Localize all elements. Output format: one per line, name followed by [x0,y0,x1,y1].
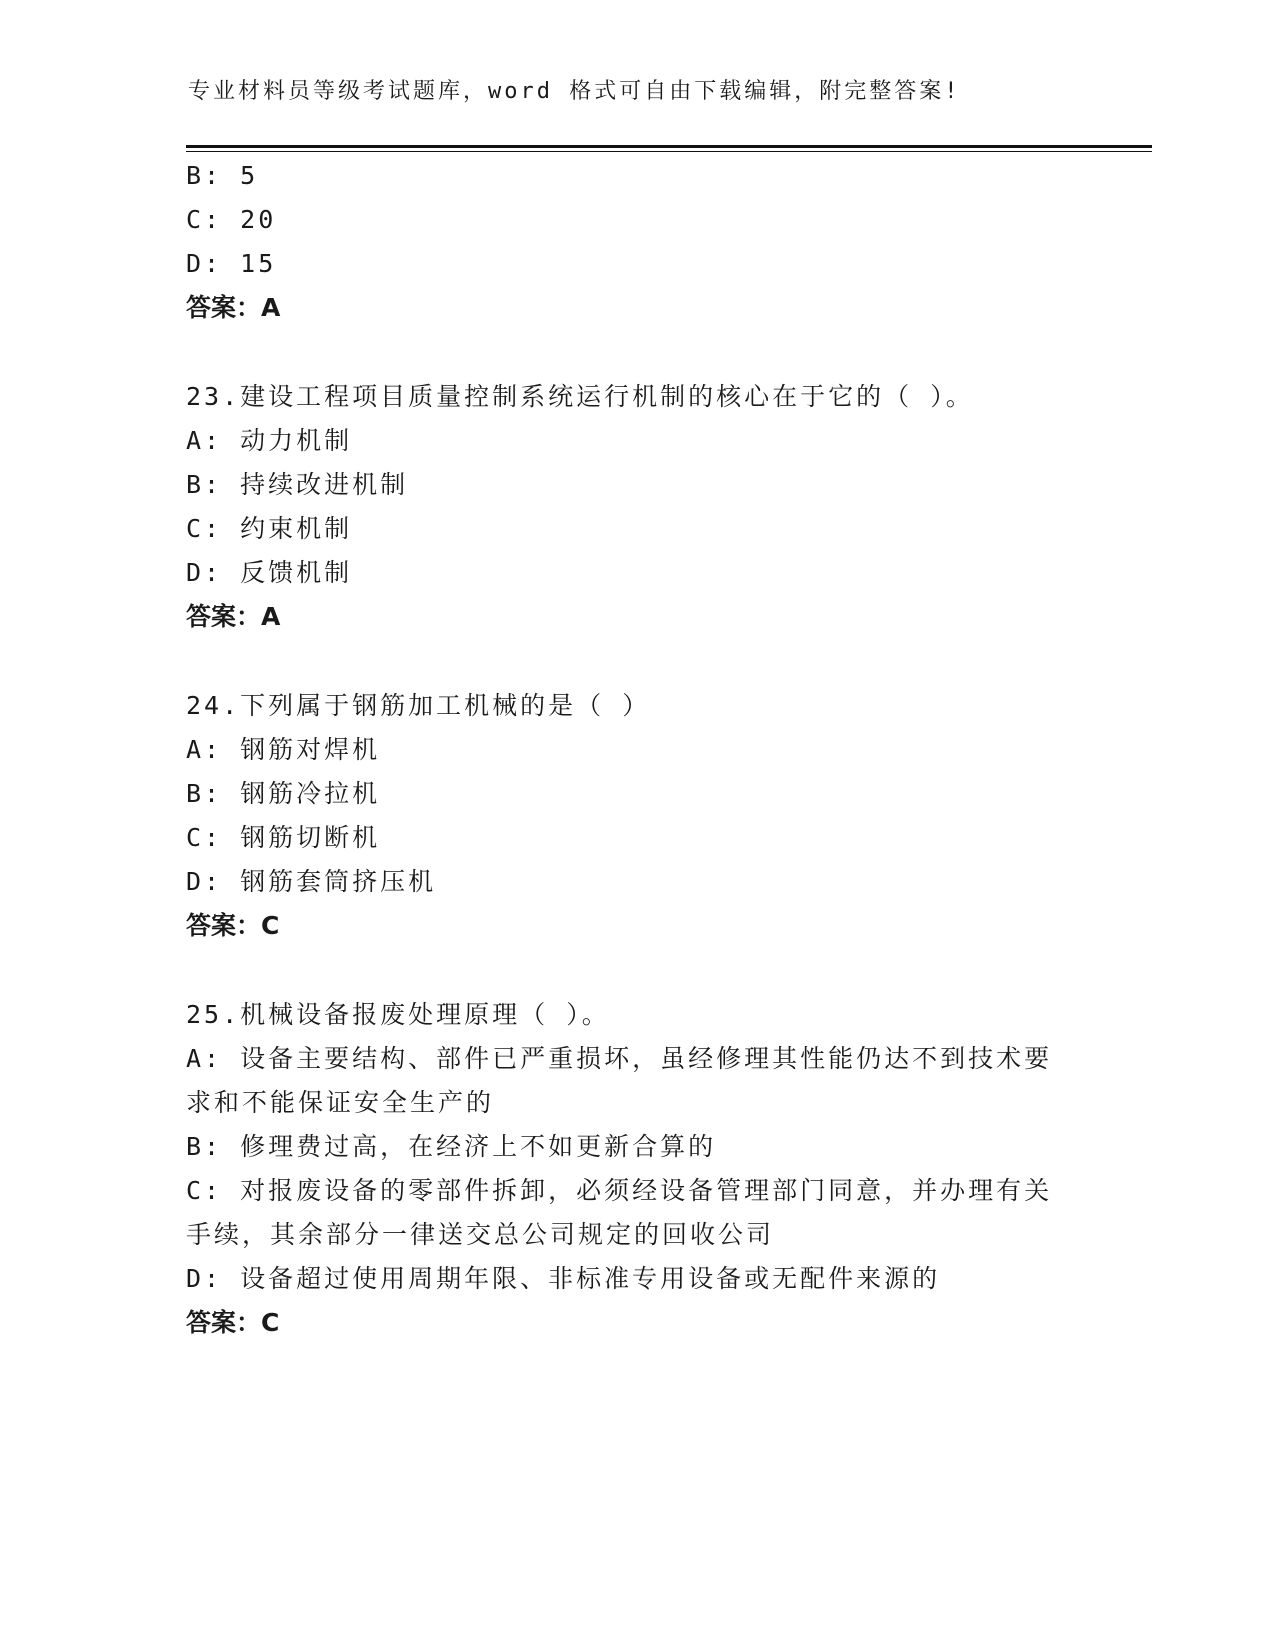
option-line: A: 设备主要结构、部件已严重损坏，虽经修理其性能仍达不到技术要 [186,1044,1053,1073]
header-rule-thick [186,145,1152,148]
option-line: 手续，其余部分一律送交总公司规定的回收公司 [186,1220,775,1249]
question-stem: 24.下列属于钢筋加工机械的是（ ） [186,691,651,720]
answer-line: 答案：C [186,1308,280,1337]
option-line: D: 设备超过使用周期年限、非标准专用设备或无配件来源的 [186,1264,941,1293]
answer-line: 答案：A [186,293,281,322]
option-line: D: 钢筋套筒挤压机 [186,867,437,896]
option-line: A: 动力机制 [186,426,353,455]
option-line: D: 15 [186,249,277,278]
option-line: C: 钢筋切断机 [186,823,381,852]
question-stem: 23.建设工程项目质量控制系统运行机制的核心在于它的（ ）。 [186,382,974,411]
page-header: 专业材料员等级考试题库，word 格式可自由下载编辑，附完整答案! [188,79,961,104]
header-rule-thin [186,151,1152,152]
option-line: B: 钢筋冷拉机 [186,779,381,808]
option-line: B: 5 [186,161,259,190]
option-line: C: 约束机制 [186,514,353,543]
answer-line: 答案：C [186,911,280,940]
option-line: B: 修理费过高，在经济上不如更新合算的 [186,1132,717,1161]
option-line: 求和不能保证安全生产的 [186,1088,495,1117]
question-stem: 25.机械设备报废处理原理（ ）。 [186,1000,610,1029]
option-line: D: 反馈机制 [186,558,353,587]
option-line: B: 持续改进机制 [186,470,409,499]
option-line: A: 钢筋对焊机 [186,735,381,764]
option-line: C: 对报废设备的零部件拆卸，必须经设备管理部门同意，并办理有关 [186,1176,1053,1205]
option-line: C: 20 [186,205,277,234]
answer-line: 答案：A [186,602,281,631]
